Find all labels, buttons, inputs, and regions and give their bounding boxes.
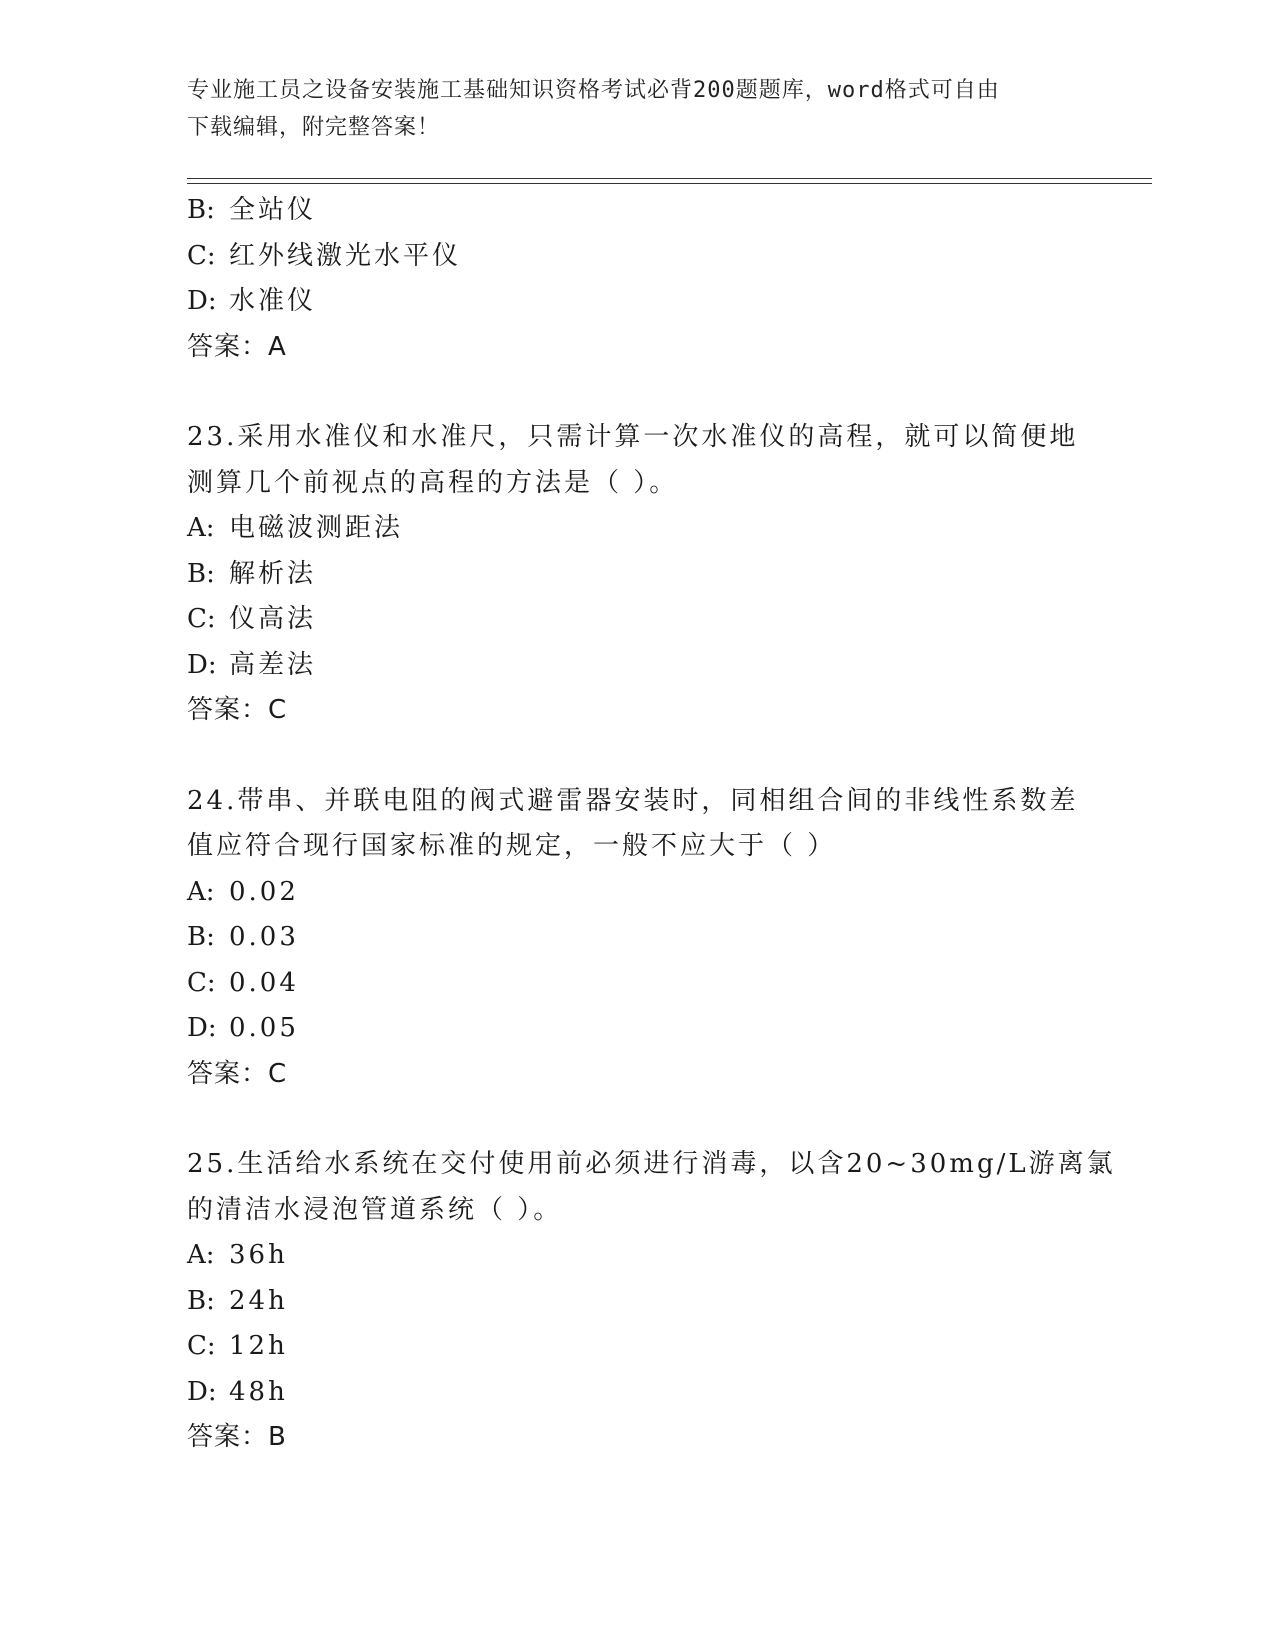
question-stem-line-2: 测算几个前视点的高程的方法是（ ）。 [187, 467, 679, 498]
option-c [187, 1324, 1087, 1370]
option-letter: D: [187, 1013, 217, 1043]
header-line-2: 下载编辑，附完整答案！ [187, 115, 441, 140]
option-letter: D: [187, 286, 217, 316]
header-divider-bottom [187, 183, 1152, 184]
answer-line: 答案：C [187, 1058, 288, 1089]
option-letter: B: [187, 195, 215, 225]
option-text: 电磁波测距法 [229, 513, 404, 543]
question-24 [187, 779, 1087, 1098]
question-list [187, 188, 1116, 1461]
answer-line: 答案：C [187, 695, 288, 725]
option-text: 全站仪 [229, 195, 317, 225]
answer-line: 答案：A [187, 331, 287, 362]
option-letter: D: [187, 1376, 217, 1407]
option-text: 0.03 [229, 922, 299, 952]
question-stem-line-1: 23.采用水准仪和水准尺，只需计算一次水准仪的高程，就可以简便地 [187, 422, 1079, 452]
option-a [187, 870, 1087, 916]
option-letter: C: [187, 240, 216, 271]
option-letter: A: [187, 876, 215, 907]
document-header [187, 72, 1067, 146]
option-letter: C: [187, 604, 216, 634]
option-text: 高差法 [229, 649, 317, 680]
question-22 [187, 188, 1087, 370]
option-text: 水准仪 [229, 286, 317, 316]
option-c [187, 597, 1087, 643]
option-letter: B: [187, 1285, 215, 1316]
question-stem-line-2: 值应符合现行国家标准的规定，一般不应大于（ ） [187, 831, 837, 861]
option-letter: B: [187, 922, 215, 952]
spacer [187, 734, 1087, 779]
option-c [187, 961, 1087, 1007]
option-b [187, 552, 1087, 598]
option-text: 0.04 [229, 967, 299, 998]
option-a [187, 1233, 1087, 1279]
option-text: 36h [229, 1240, 288, 1270]
option-text: 红外线激光水平仪 [229, 240, 462, 271]
option-b [187, 188, 1087, 234]
option-text: 解析法 [229, 558, 317, 589]
header-divider-top [187, 178, 1152, 179]
option-text: 仪高法 [229, 604, 317, 634]
option-b [187, 1279, 1087, 1325]
spacer [187, 370, 1087, 415]
option-d [187, 279, 1087, 325]
option-text: 12h [229, 1331, 288, 1361]
option-a [187, 506, 1087, 552]
option-letter: C: [187, 1331, 216, 1361]
answer-line: 答案：B [187, 1422, 287, 1452]
question-stem-line-1: 25.生活给水系统在交付使用前必须进行消毒，以含20~30mg/L游离氯 [187, 1149, 1116, 1179]
option-letter: D: [187, 649, 217, 680]
option-text: 48h [229, 1376, 288, 1407]
option-letter: A: [187, 513, 215, 543]
question-stem-line-2: 的清洁水浸泡管道系统（ ）。 [187, 1194, 563, 1225]
header-line-1: 专业施工员之设备安装施工基础知识资格考试必背200题题库，word格式可自由 [187, 78, 1000, 103]
question-25 [187, 1142, 1116, 1461]
spacer [187, 1097, 1087, 1142]
question-23 [187, 415, 1087, 734]
option-letter: A: [187, 1240, 215, 1270]
option-d [187, 1006, 1087, 1052]
option-b [187, 915, 1087, 961]
option-text: 24h [229, 1285, 288, 1316]
option-d [187, 1370, 1087, 1416]
question-stem-line-1: 24.带串、并联电阻的阀式避雷器安装时，同相组合间的非线性系数差 [187, 785, 1079, 816]
option-text: 0.02 [229, 876, 299, 907]
option-d [187, 643, 1087, 689]
option-text: 0.05 [229, 1013, 299, 1043]
option-letter: B: [187, 558, 215, 589]
option-letter: C: [187, 967, 216, 998]
option-c [187, 234, 1087, 280]
